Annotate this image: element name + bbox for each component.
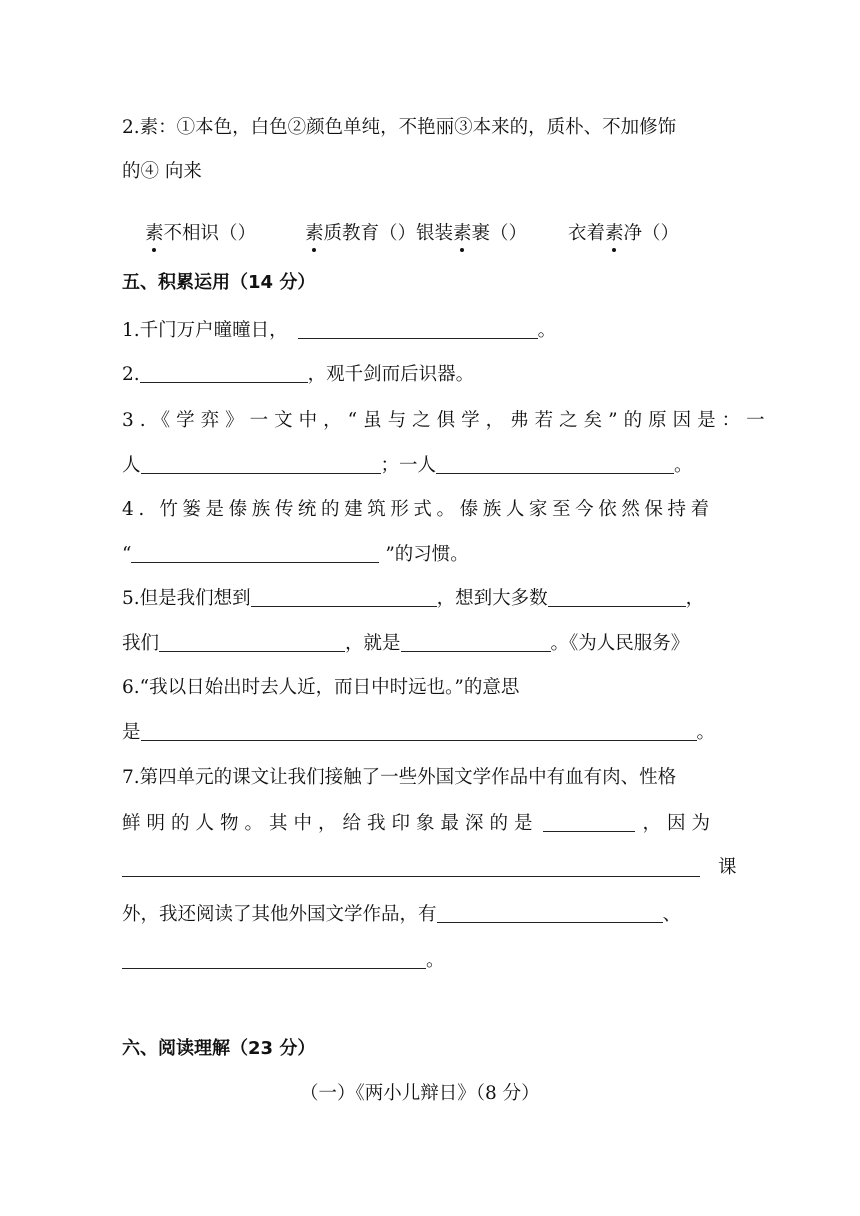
q2-meaning-line-2: 的④ 向来: [122, 161, 202, 182]
q2-option-3: 银装素裹（）: [416, 223, 528, 244]
answer-blank[interactable]: [543, 811, 635, 832]
s5-q7-line-4: 外，我还阅读了其他外国文学作品，有 、: [122, 904, 682, 925]
section-5-heading: 五、积累运用（14 分）: [122, 272, 316, 293]
q2-option-2: 素质教育（）: [305, 223, 417, 244]
answer-blank[interactable]: [159, 631, 345, 652]
s5-q4-line-2: “ ”的习惯。: [122, 544, 469, 565]
s5-q7-line-2: 鲜明的人物。其中，给我印象最深的是 ，因为: [122, 813, 717, 834]
s5-q3-line-2: 人 ；一人 。: [122, 455, 693, 476]
answer-blank[interactable]: [131, 542, 379, 563]
answer-blank[interactable]: [141, 453, 381, 474]
s5-q2: 2. ，观千剑而后识器。: [122, 364, 475, 385]
answer-blank[interactable]: [436, 453, 674, 474]
section-6-heading: 六、阅读理解（23 分）: [122, 1038, 316, 1059]
s5-q7-line-5: 。: [122, 948, 445, 973]
answer-blank[interactable]: [548, 586, 686, 607]
answer-blank[interactable]: [251, 586, 437, 607]
answer-blank[interactable]: [298, 318, 538, 339]
s5-q7-line-3-end: 课: [718, 857, 737, 878]
section-6-subheading: （一）《两小儿辩日》（8 分）: [300, 1083, 540, 1104]
s5-q3-line-1: 3.《学弈》一文中，“虽与之俱学，弗若之矣”的原因是：一: [122, 410, 771, 431]
s5-q1: 1.千门万户曈曈日， 。: [122, 320, 557, 341]
answer-blank[interactable]: [140, 362, 308, 383]
answer-blank[interactable]: [141, 720, 697, 741]
s5-q6-line-1: 6.“我以日始出时去人近，而日中时远也。”的意思: [122, 677, 520, 698]
answer-blank[interactable]: [122, 948, 426, 969]
q2-option-1: 素不相识（）: [145, 223, 257, 244]
s5-q5-line-2: 我们 ，就是 。《为人民服务》: [122, 633, 690, 654]
s5-q5-line-1: 5.但是我们想到 ，想到大多数 ，: [122, 588, 705, 609]
answer-blank[interactable]: [437, 902, 663, 923]
s5-q6-line-2: 是 。: [122, 722, 716, 743]
answer-blank[interactable]: [401, 631, 551, 652]
s5-q7-line-3: [122, 856, 700, 881]
s5-q7-line-1: 7.第四单元的课文让我们接触了一些外国文学作品中有血有肉、性格: [122, 767, 677, 788]
s5-q4-line-1: 4. 竹篓是傣族传统的建筑形式。傣族人家至今依然保持着: [122, 499, 714, 520]
q2-meaning-line-1: 2.素：①本色，白色②颜色单纯，不艳丽③本来的，质朴、不加修饰: [122, 117, 677, 138]
q2-option-4: 衣着素净（）: [568, 223, 680, 244]
answer-blank[interactable]: [122, 856, 700, 877]
